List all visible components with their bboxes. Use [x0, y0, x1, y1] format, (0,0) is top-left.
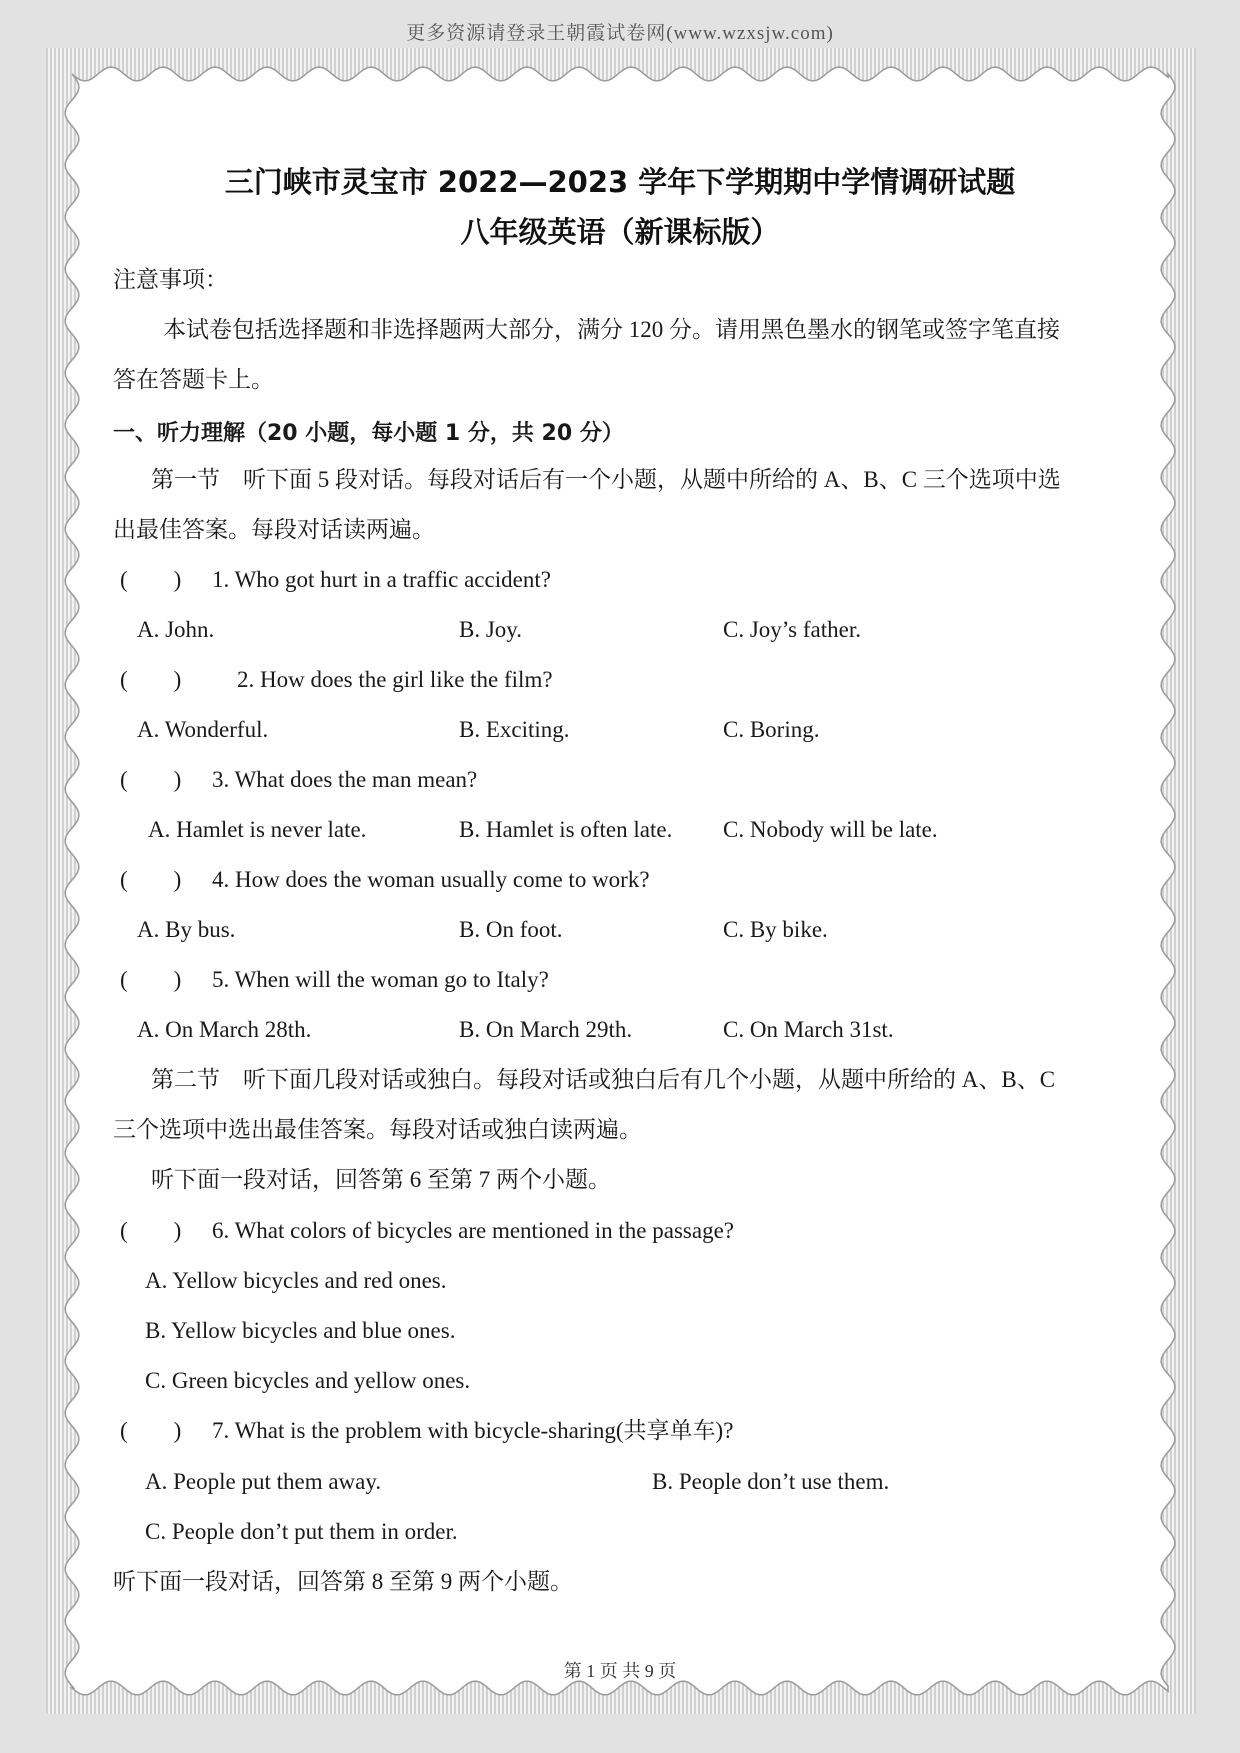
question-stem: 7. What is the problem with bicycle-sharing(共享单车)?	[212, 1418, 734, 1443]
option-b: B. On March 29th.	[459, 1017, 633, 1042]
section1-line-1: 第一节 听下面 5 段对话。每段对话后有一个小题，从题中所给的 A、B、C 三个选项中选	[151, 467, 1061, 492]
option-a: A. People put them away.	[145, 1469, 382, 1494]
notice-line-2: 答在答题卡上。	[113, 367, 274, 392]
instruction-q8-q9: 听下面一段对话，回答第 8 至第 9 两个小题。	[113, 1569, 573, 1594]
option-a: A. Hamlet is never late.	[148, 817, 367, 842]
option-c: C. Joy’s father.	[723, 617, 861, 642]
question-stem: 5. When will the woman go to Italy?	[212, 967, 549, 992]
option-b: B. Hamlet is often late.	[459, 817, 673, 842]
question-stem: 4. How does the woman usually come to work?	[212, 867, 650, 892]
exam-title: 三门峡市灵宝市 2022—2023 学年下学期期中学情调研试题	[224, 165, 1016, 199]
answer-blank[interactable]: ( )	[120, 1418, 182, 1443]
option-b: B. People don’t use them.	[652, 1469, 890, 1494]
option-c: C. Boring.	[723, 717, 820, 742]
option-a: A. John.	[137, 617, 215, 642]
notice-heading: 注意事项：	[113, 267, 228, 292]
question-stem: 1. Who got hurt in a traffic accident?	[212, 567, 551, 592]
option-b: B. Yellow bicycles and blue ones.	[145, 1318, 456, 1343]
question-stem: 2. How does the girl like the film?	[237, 667, 553, 692]
option-b: B. Joy.	[459, 617, 523, 642]
answer-blank[interactable]: ( )	[120, 1218, 182, 1243]
answer-blank[interactable]: ( )	[120, 967, 182, 992]
question-stem: 6. What colors of bicycles are mentioned in the passage?	[212, 1218, 735, 1243]
section2-line-2: 三个选项中选出最佳答案。每段对话或独白读两遍。	[113, 1117, 642, 1142]
answer-blank[interactable]: ( )	[120, 767, 182, 792]
answer-blank[interactable]: ( )	[120, 867, 182, 892]
answer-blank[interactable]: ( )	[120, 567, 182, 592]
notice-line-1: 本试卷包括选择题和非选择题两大部分，满分 120 分。请用黑色墨水的钢笔或签字笔直接	[163, 317, 1060, 342]
exam-subtitle: 八年级英语（新课标版）	[460, 215, 780, 249]
answer-blank[interactable]: ( )	[120, 667, 182, 692]
option-c: C. By bike.	[723, 917, 828, 942]
question-stem: 3. What does the man mean?	[212, 767, 478, 792]
option-c: C. On March 31st.	[723, 1017, 894, 1042]
page-number: 第 1 页 共 9 页	[563, 1661, 677, 1681]
section1-line-2: 出最佳答案。每段对话读两遍。	[113, 517, 435, 542]
option-a: A. By bus.	[137, 917, 236, 942]
site-header: 更多资源请登录王朝霞试卷网(www.wzxsjw.com)	[406, 23, 834, 44]
option-b: B. On foot.	[459, 917, 563, 942]
instruction-q6-q7: 听下面一段对话，回答第 6 至第 7 两个小题。	[151, 1167, 611, 1192]
option-a: A. On March 28th.	[137, 1017, 312, 1042]
option-a: A. Yellow bicycles and red ones.	[145, 1268, 447, 1293]
option-a: A. Wonderful.	[137, 717, 269, 742]
part1-heading: 一、听力理解（20 小题，每小题 1 分，共 20 分）	[113, 421, 624, 446]
option-c: C. Green bicycles and yellow ones.	[145, 1368, 471, 1393]
option-b: B. Exciting.	[459, 717, 570, 742]
section2-line-1: 第二节 听下面几段对话或独白。每段对话或独白后有几个小题，从题中所给的 A、B、C	[151, 1067, 1056, 1092]
option-c: C. People don’t put them in order.	[145, 1519, 458, 1544]
option-c: C. Nobody will be late.	[723, 817, 938, 842]
